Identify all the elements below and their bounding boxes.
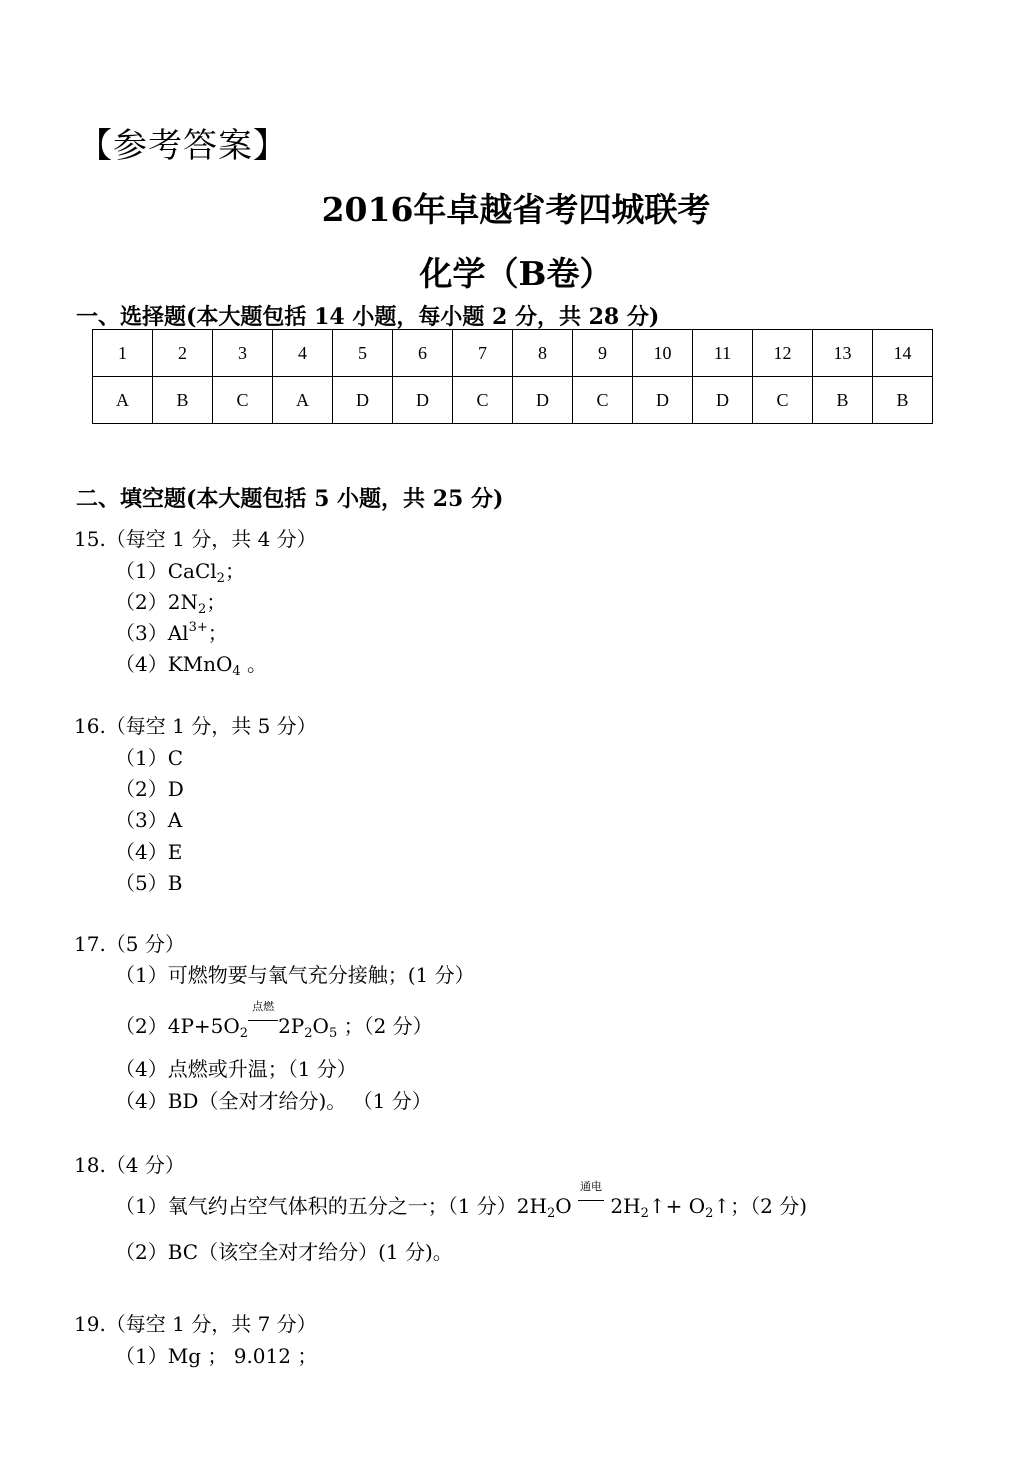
answer-cell: D: [693, 377, 753, 424]
answer-cell: C: [213, 377, 273, 424]
q18-a1-sub1: 2: [546, 1206, 556, 1221]
question-number-cell: 3: [213, 330, 273, 377]
q17-heading: 17.（5 分）: [74, 932, 185, 956]
question-number-cell: 13: [813, 330, 873, 377]
q15-a2-sub: 2: [197, 602, 207, 617]
answer-cell: C: [453, 377, 513, 424]
question-number-cell: 11: [693, 330, 753, 377]
question-number-cell: 4: [273, 330, 333, 377]
answer-cell: D: [633, 377, 693, 424]
q17-a2-product: 2P: [278, 1014, 305, 1038]
answer-cell: B: [153, 377, 213, 424]
section1-heading: 一、选择题(本大题包括 14 小题，每小题 2 分，共 28 分): [76, 304, 660, 330]
q15-a1-text: （1）CaCl: [115, 559, 217, 583]
q19-answer-1: （1）Mg ； 9.012 ；: [115, 1344, 318, 1368]
q15-answer-2: [115, 586, 226, 617]
q18-a1-score: ↑；（2 分): [713, 1194, 808, 1218]
question-number-cell: 14: [873, 330, 933, 377]
answer-cell: A: [273, 377, 333, 424]
q17-a2-sub1: 2: [239, 1026, 249, 1041]
answer-cell: C: [753, 377, 813, 424]
question-number-cell: 6: [393, 330, 453, 377]
answer-row: [93, 377, 933, 424]
q15-a1-sub: 2: [216, 571, 225, 586]
q18-answer-1: [115, 1180, 808, 1221]
answer-cell: B: [873, 377, 933, 424]
q17-a2-product2: O: [312, 1014, 329, 1038]
multiple-choice-answer-table: [92, 329, 933, 424]
q18-a1-sub2: 2: [640, 1206, 649, 1221]
q19-heading: 19.（每空 1 分，共 7 分）: [74, 1312, 317, 1336]
q15-a4-text: （4）KMnO: [115, 652, 233, 676]
q16-answer-3: （3）A: [115, 808, 183, 832]
reaction-arrow-line: [578, 1200, 604, 1201]
answer-key-label: 【参考答案】: [78, 126, 288, 166]
q18-answer-2: （2）BC（该空全对才给分）(1 分)。: [115, 1240, 453, 1264]
answer-cell: D: [393, 377, 453, 424]
q16-answer-4: （4）E: [115, 840, 183, 864]
q15-answer-3: [115, 617, 228, 646]
exam-subtitle: 化学（B卷）: [419, 254, 613, 293]
q18-a1-text: （1）氧气约占空气体积的五分之一；（1 分）2H: [115, 1194, 547, 1218]
q15-a3-sup: 3+: [188, 620, 208, 635]
question-number-cell: 9: [573, 330, 633, 377]
section2-heading: 二、填空题(本大题包括 5 小题，共 25 分): [76, 486, 504, 512]
q15-answer-1: [115, 555, 245, 586]
q15-a2-text: （2）2N: [115, 590, 198, 614]
answer-cell: D: [333, 377, 393, 424]
q15-heading: 15.（每空 1 分，共 4 分）: [74, 527, 317, 551]
q17-answer-4: （4）BD（全对才给分)。 （1 分）: [115, 1089, 432, 1113]
question-number-cell: 8: [513, 330, 573, 377]
condition-label: 通电: [580, 1180, 603, 1193]
exam-title: 2016年卓越省考四城联考: [321, 190, 711, 229]
answer-cell: B: [813, 377, 873, 424]
condition-label: 点燃: [252, 1000, 275, 1013]
q17-a2-sub3: 5: [328, 1026, 338, 1041]
question-number-cell: 10: [633, 330, 693, 377]
q15-a1-punct: ；: [224, 559, 245, 583]
q17-answer-1: （1）可燃物要与氧气充分接触；(1 分）: [115, 963, 475, 987]
q16-heading: 16.（每空 1 分，共 5 分）: [74, 714, 317, 738]
q15-a2-punct: ；: [206, 590, 227, 614]
q18-a1-sub3: 2: [705, 1206, 714, 1221]
q18-a1-o: O: [555, 1194, 572, 1218]
q17-answer-3: （4）点燃或升温；（1 分）: [115, 1057, 357, 1081]
answer-cell: A: [93, 377, 153, 424]
q15-a4-punct: 。: [240, 652, 268, 676]
question-number-row: [93, 330, 933, 377]
question-number-cell: 5: [333, 330, 393, 377]
q15-a3-text: （3）Al: [115, 621, 189, 645]
q16-answer-1: （1）C: [115, 746, 184, 770]
q18-a1-h2: 2H: [604, 1194, 641, 1218]
q17-a2-sub2: 2: [304, 1026, 313, 1041]
q16-answer-2: （2）D: [115, 777, 184, 801]
question-number-cell: 2: [153, 330, 213, 377]
q17-a2-score: ；（2 分）: [337, 1014, 433, 1038]
q17-a2-text: （2）4P+5O: [115, 1014, 240, 1038]
q15-a4-sub: 4: [232, 664, 241, 679]
q18-a1-o2: ↑+ O: [648, 1194, 706, 1218]
question-number-cell: 12: [753, 330, 813, 377]
reaction-condition-ignite: [248, 1000, 278, 1021]
reaction-arrow-line: [248, 1020, 278, 1021]
answer-cell: C: [573, 377, 633, 424]
q16-answer-5: （5）B: [115, 871, 183, 895]
q18-heading: 18.（4 分）: [74, 1153, 185, 1177]
reaction-condition-electrolysis: [578, 1180, 604, 1201]
question-number-cell: 1: [93, 330, 153, 377]
q17-answer-2: [115, 1000, 433, 1041]
q15-a3-punct: ；: [207, 621, 228, 645]
question-number-cell: 7: [453, 330, 513, 377]
q15-answer-4: [115, 648, 267, 679]
answer-cell: D: [513, 377, 573, 424]
